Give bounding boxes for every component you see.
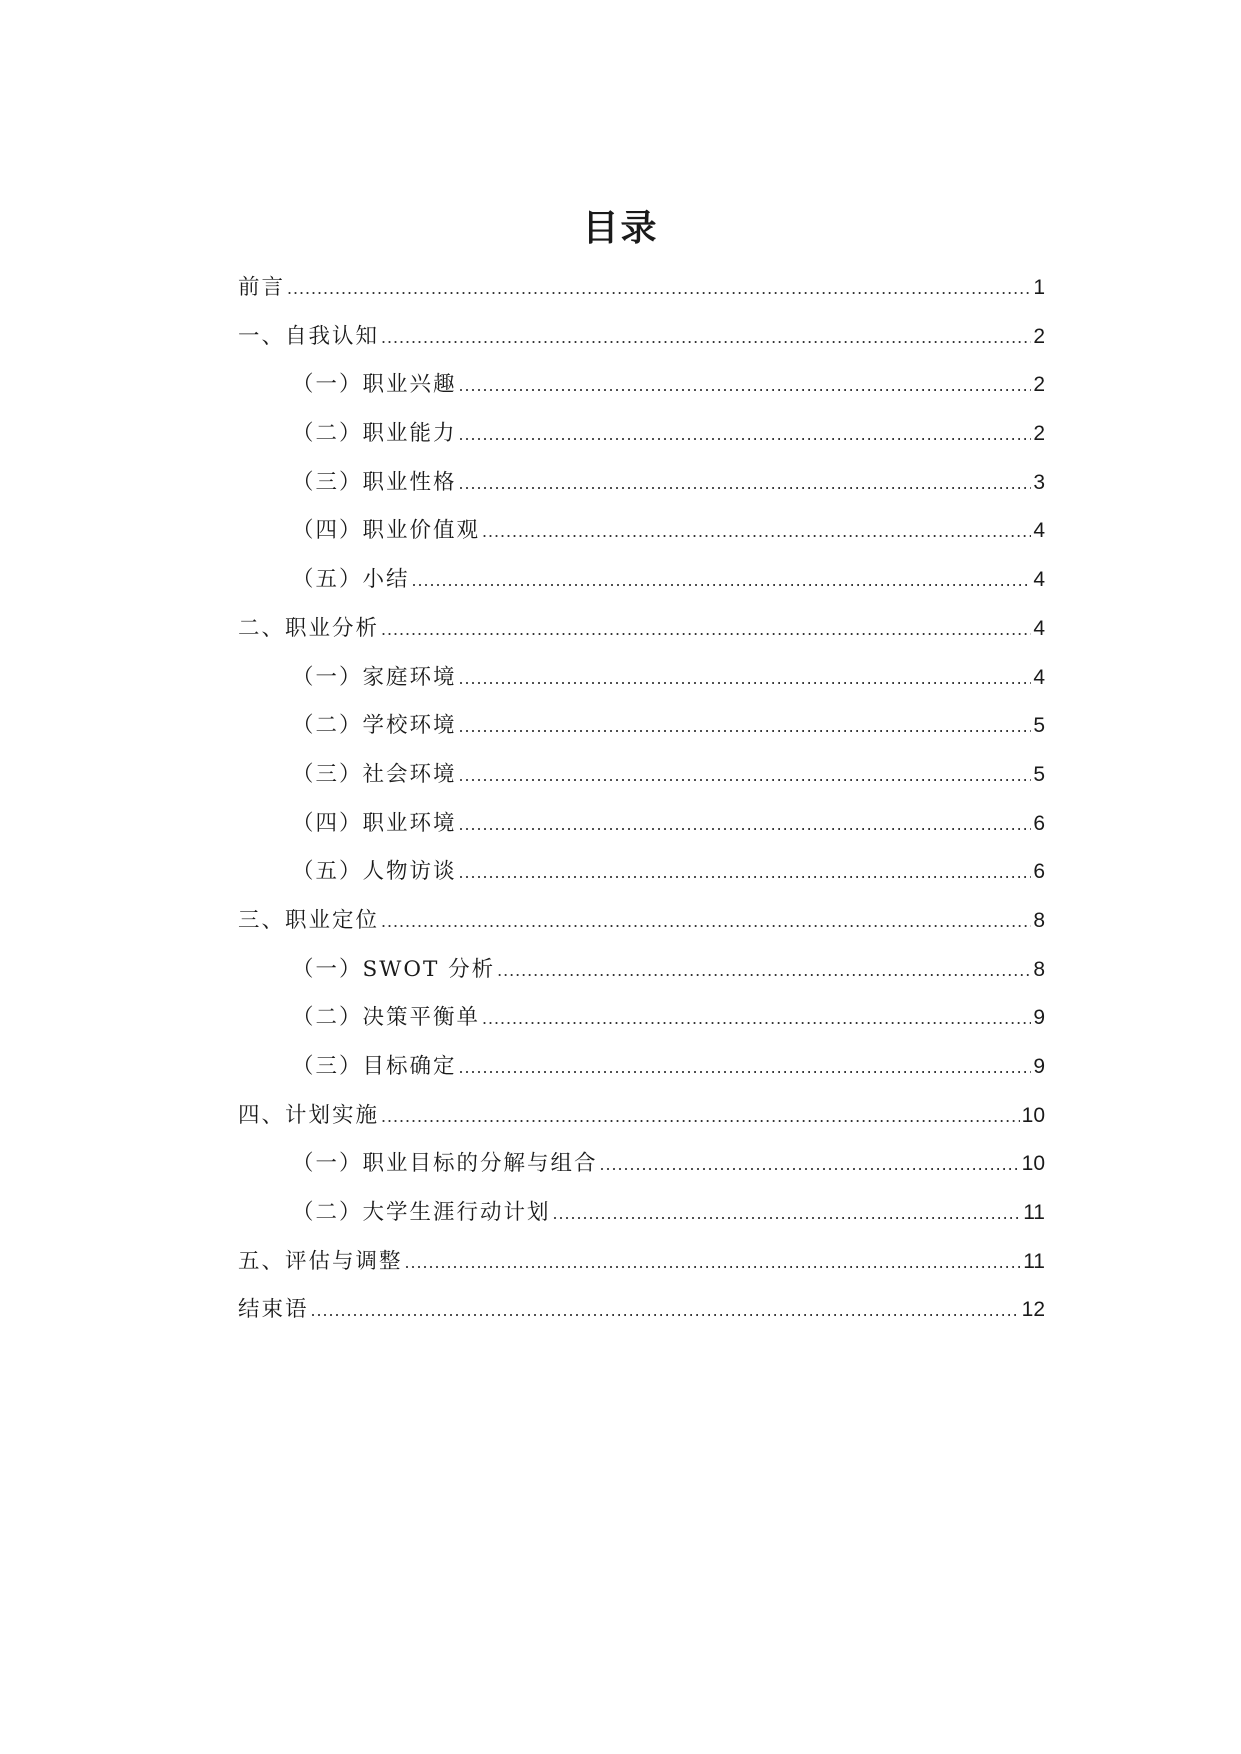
toc-entry-text: （一）家庭环境 xyxy=(292,664,457,690)
toc-page-number: 11 xyxy=(1023,1201,1045,1225)
toc-dot-leader xyxy=(381,897,1031,946)
toc-dot-leader xyxy=(459,702,1032,751)
toc-page-number: 6 xyxy=(1033,811,1045,835)
toc-entry-text: （一）职业兴趣 xyxy=(292,372,457,398)
toc-entry-text: （三）职业性格 xyxy=(292,469,457,495)
toc-entry-text: （二）职业能力 xyxy=(292,421,457,447)
toc-entry[interactable] xyxy=(238,410,1045,459)
toc-page-number: 3 xyxy=(1033,470,1045,494)
toc-page-number: 4 xyxy=(1033,568,1045,592)
toc-page-number: 11 xyxy=(1023,1249,1045,1273)
toc-entry-text: 四、计划实施 xyxy=(238,1102,380,1128)
toc-dot-leader xyxy=(482,994,1031,1043)
toc-entry[interactable] xyxy=(238,897,1045,946)
toc-dot-leader xyxy=(482,507,1031,556)
toc-page-number: 4 xyxy=(1033,519,1045,543)
toc-dot-leader xyxy=(459,410,1032,459)
toc-dot-leader xyxy=(459,1043,1032,1092)
toc-dot-leader xyxy=(412,556,1032,605)
toc-entry[interactable] xyxy=(238,1286,1045,1335)
toc-entry-text: 五、评估与调整 xyxy=(238,1248,403,1274)
toc-dot-leader xyxy=(381,605,1031,654)
toc-entry-text: （五）人物访谈 xyxy=(292,859,457,885)
toc-page-number: 6 xyxy=(1033,860,1045,884)
toc-entry-text: 三、职业定位 xyxy=(238,907,380,933)
toc-page-number: 1 xyxy=(1033,276,1045,299)
toc-entry[interactable] xyxy=(238,702,1045,751)
toc-entry[interactable] xyxy=(238,1140,1045,1189)
toc-page-number: 2 xyxy=(1033,422,1045,446)
toc-entry[interactable] xyxy=(238,556,1045,605)
toc-page-number: 9 xyxy=(1033,1006,1045,1030)
toc-page-number: 12 xyxy=(1021,1298,1045,1322)
toc-entry[interactable] xyxy=(238,1043,1045,1092)
toc-entry[interactable] xyxy=(238,1189,1045,1238)
toc-entry[interactable] xyxy=(238,313,1045,362)
toc-entry-text: 一、自我认知 xyxy=(238,323,380,349)
toc-page-number: 9 xyxy=(1033,1055,1045,1078)
toc-entry[interactable] xyxy=(238,459,1045,508)
toc-page-number: 5 xyxy=(1033,762,1045,786)
toc-entry[interactable] xyxy=(238,751,1045,800)
toc-entry[interactable] xyxy=(238,800,1045,849)
toc-page-number: 4 xyxy=(1033,665,1045,689)
toc-entry-text: （一）SWOT 分析 xyxy=(292,956,496,982)
toc-entry[interactable] xyxy=(238,946,1045,995)
toc-entry[interactable] xyxy=(238,1092,1045,1141)
toc-entry-text: （二）决策平衡单 xyxy=(292,1005,481,1031)
toc-entry-text: （三）目标确定 xyxy=(292,1054,457,1079)
toc-entry-text: （四）职业价值观 xyxy=(292,518,481,544)
table-of-contents xyxy=(238,264,1045,1335)
toc-dot-leader xyxy=(459,459,1032,508)
toc-dot-leader xyxy=(459,848,1032,897)
toc-dot-leader xyxy=(311,1286,1020,1335)
toc-dot-leader xyxy=(459,361,1032,410)
toc-entry[interactable] xyxy=(238,361,1045,410)
toc-entry-text: （四）职业环境 xyxy=(292,810,457,836)
toc-page-number: 10 xyxy=(1021,1152,1045,1176)
toc-dot-leader xyxy=(459,751,1032,800)
toc-entry-text: （二）大学生涯行动计划 xyxy=(292,1200,551,1226)
toc-entry[interactable] xyxy=(238,994,1045,1043)
toc-entry[interactable] xyxy=(238,264,1045,313)
toc-entry-text: （一）职业目标的分解与组合 xyxy=(292,1151,598,1177)
toc-dot-leader xyxy=(381,1092,1020,1141)
toc-entry-text: 二、职业分析 xyxy=(238,615,380,641)
toc-dot-leader xyxy=(287,264,1031,313)
toc-entry[interactable] xyxy=(238,848,1045,897)
toc-entry-text: 结束语 xyxy=(238,1297,309,1323)
toc-page-number: 5 xyxy=(1033,714,1045,738)
toc-dot-leader xyxy=(497,946,1031,995)
toc-dot-leader xyxy=(600,1140,1020,1189)
toc-entry-text: （五）小结 xyxy=(292,567,410,593)
toc-entry[interactable] xyxy=(238,507,1045,556)
toc-entry-text: （三）社会环境 xyxy=(292,761,457,787)
toc-dot-leader xyxy=(553,1189,1022,1238)
toc-entry[interactable] xyxy=(238,605,1045,654)
toc-page-number: 8 xyxy=(1033,908,1045,932)
toc-page-number: 2 xyxy=(1033,373,1045,397)
page-title: 目录 xyxy=(582,208,659,249)
toc-dot-leader xyxy=(405,1238,1022,1287)
toc-entry-text: （二）学校环境 xyxy=(292,713,457,739)
toc-page-number: 2 xyxy=(1033,324,1045,348)
toc-entry[interactable] xyxy=(238,654,1045,703)
toc-entry[interactable] xyxy=(238,1238,1045,1287)
toc-page-number: 10 xyxy=(1021,1103,1045,1127)
toc-page-number: 8 xyxy=(1033,957,1045,981)
toc-entry-text: 前言 xyxy=(238,275,286,300)
toc-dot-leader xyxy=(459,800,1032,849)
toc-dot-leader xyxy=(459,654,1032,703)
toc-dot-leader xyxy=(381,313,1031,362)
toc-page-number: 4 xyxy=(1033,616,1045,640)
